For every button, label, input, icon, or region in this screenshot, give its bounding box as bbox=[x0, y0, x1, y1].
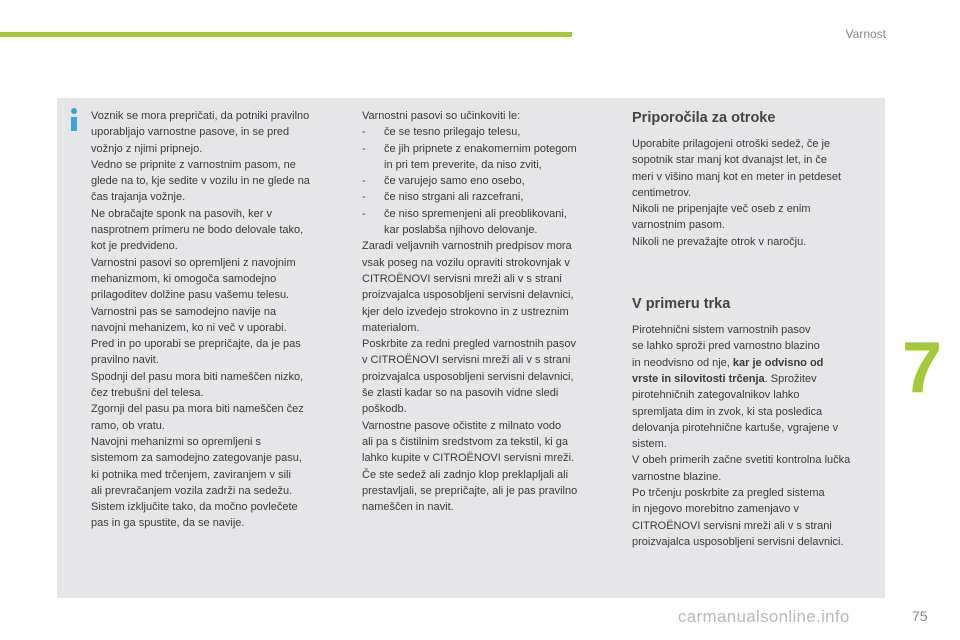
text-line: pirotehničnih zategovalnikov lahko bbox=[632, 389, 800, 402]
text-line: nasprotnem primeru ne bodo delovale tako, bbox=[91, 224, 304, 237]
page-number: 75 bbox=[912, 608, 928, 624]
info-icon-bar bbox=[71, 117, 77, 131]
text-line: Zgornji del pasu pa mora biti nameščen čez bbox=[91, 403, 304, 416]
text-line: uporabljajo varnostne pasove, in se pred bbox=[91, 126, 290, 139]
text-line: se lahko sproži pred varnostno blazino bbox=[632, 340, 820, 353]
text-line: ki potnika med trčenjem, zaviranjem v sili bbox=[91, 468, 291, 481]
text-line: sistem. bbox=[632, 438, 667, 451]
column-children-and-collision bbox=[632, 108, 882, 550]
collision-bold-line bbox=[632, 371, 882, 387]
list-dash: - bbox=[362, 126, 366, 139]
text-line: Varnostne pasove očistite z milnato vodo bbox=[362, 419, 562, 432]
collision-bold-text: vrste in silovitosti trčenja bbox=[632, 372, 765, 385]
list-item bbox=[362, 173, 612, 189]
collision-mixed-line bbox=[632, 355, 882, 371]
text-line: delovanja pirotehnične kartuše, vgrajene v bbox=[632, 421, 839, 434]
text-line: Pred in po uporabi se prepričajte, da je pas bbox=[91, 338, 301, 351]
text-line: ali prevračanjem vozila zadrži na sedežu. bbox=[91, 484, 293, 497]
text-line: ali pa s čistilnim sredstvom za tekstil, ki ga bbox=[362, 435, 569, 448]
text-line: vsak poseg na vozilu opraviti strokovnjak v bbox=[362, 256, 570, 269]
text-line: proizvajalca usposobljeni servisni delavnici, bbox=[362, 289, 574, 302]
chapter-number: 7 bbox=[902, 328, 943, 408]
effectiveness-list bbox=[362, 124, 612, 238]
text-line: glede na to, kje sedite v vozilu in ne glede na bbox=[91, 175, 310, 188]
text-line: pas in ga spustite, da se navije. bbox=[91, 517, 245, 530]
collision-text-b bbox=[632, 387, 882, 550]
text-line: Če ste sedež ali zadnjo klop preklapljali ali bbox=[362, 468, 569, 481]
info-icon-dot bbox=[71, 108, 77, 114]
collision-text-a bbox=[632, 322, 882, 355]
text-line: Varnostni pas se samodejno navije na bbox=[91, 305, 277, 318]
text-line: proizvajalca usposobljeni servisni delavnici. bbox=[632, 535, 844, 548]
heading-children: Priporočila za otroke bbox=[632, 110, 776, 126]
column-seatbelt-usage bbox=[91, 108, 345, 532]
text-line: Sistem izključite tako, da močno povlečete bbox=[91, 501, 298, 514]
children-text bbox=[632, 136, 882, 250]
text-line: prestavljali, se prepričajte, ali je pas pravilno bbox=[362, 484, 578, 497]
text-line: sopotnik star manj kot dvanajst let, in če bbox=[632, 154, 828, 167]
list-item-text: če se tesno prilegajo telesu, bbox=[384, 126, 521, 139]
text-line: čas trajanja vožnje. bbox=[91, 191, 186, 204]
text-line: materialom. bbox=[362, 321, 420, 334]
text-line: centimetrov. bbox=[632, 186, 692, 199]
text-line: ramo, ob vratu. bbox=[91, 419, 165, 432]
text-line: Uporabite prilagojeni otroški sedež, če je bbox=[632, 138, 831, 150]
list-item-text: če jih pripnete z enakomernim potegom bbox=[384, 142, 577, 155]
text-line: Po trčenju poskrbite za pregled sistema bbox=[632, 487, 825, 500]
text-line: Ne obračajte sponk na pasovih, ker v bbox=[91, 207, 272, 220]
text-line: poškodb. bbox=[362, 403, 407, 416]
list-item bbox=[362, 124, 612, 140]
list-item bbox=[362, 206, 612, 222]
list-item-text: če niso spremenjeni ali preoblikovani, bbox=[384, 207, 567, 220]
text-line: čez trebušni del telesa. bbox=[91, 387, 204, 400]
text-line: prilagoditev dolžine pasu vašemu telesu. bbox=[91, 289, 290, 302]
text-line: lahko kupite v CITROËNOVI servisni mreži. bbox=[362, 452, 575, 465]
text-line: nameščen in navit. bbox=[362, 501, 454, 514]
text-line: kjer delo izvedejo strokovno in z ustreznim bbox=[362, 305, 569, 318]
list-dash: - bbox=[362, 142, 366, 155]
text-line: varnostnim pasom. bbox=[632, 219, 725, 232]
list-item-text: kar poslabša njihovo delovanje. bbox=[384, 224, 538, 237]
maintenance-text bbox=[362, 238, 612, 515]
watermark: carmanualsonline.info bbox=[678, 607, 850, 626]
section-title: Varnost bbox=[845, 27, 886, 41]
text-line: sistemom za samodejno zategovanje pasu, bbox=[91, 452, 302, 465]
text-line: navojni mehanizem, ko ni več v uporabi. bbox=[91, 321, 287, 334]
text-line: Spodnji del pasu mora biti nameščen nizko, bbox=[91, 370, 304, 383]
text-line: Poskrbite za redni pregled varnostnih pasov bbox=[362, 338, 577, 351]
list-dash: - bbox=[362, 207, 366, 220]
text-line: vožnjo z njimi pripnejo. bbox=[91, 142, 203, 155]
list-item-text: in pri tem preverite, da niso zviti, bbox=[384, 158, 542, 171]
text-line: meri v višino manj kot en meter in petdeset bbox=[632, 170, 842, 183]
text-line: v CITROËNOVI servisni mreži ali v s strani bbox=[362, 354, 571, 367]
text-line: spremljata dim in zvok, ki sta posledica bbox=[632, 405, 823, 418]
text-line: CITROËNOVI servisni mreži ali v s strani bbox=[362, 272, 562, 285]
top-accent-bar bbox=[0, 32, 572, 37]
content-panel bbox=[57, 98, 885, 598]
text-line: in njegovo morebitno zamenjavo v bbox=[632, 503, 799, 516]
effectiveness-intro: Varnostni pasovi so učinkoviti le: bbox=[362, 110, 521, 122]
text-line: še zlasti kadar so na pasovih vidne sledi bbox=[362, 387, 559, 400]
collision-mixed-pre: in neodvisno od nje, bbox=[632, 356, 733, 369]
collision-mixed-bold: kar je odvisno od bbox=[732, 356, 824, 369]
info-icon bbox=[65, 108, 83, 132]
section-gap bbox=[632, 250, 882, 294]
text-line: proizvajalca usposobljeni servisni delavnici, bbox=[362, 370, 574, 383]
text-line: Nikoli ne prevažajte otrok v naročju. bbox=[632, 235, 807, 248]
list-dash: - bbox=[362, 191, 366, 204]
text-line: Zaradi veljavnih varnostnih predpisov mora bbox=[362, 240, 572, 253]
text-line: Vedno se pripnite z varnostnim pasom, ne bbox=[91, 158, 296, 171]
list-item bbox=[362, 141, 612, 157]
collision-bold-post: . Sprožitev bbox=[764, 372, 817, 385]
list-dash bbox=[362, 157, 384, 173]
text-line: kot je predvideno. bbox=[91, 240, 178, 253]
list-item-text: če varujejo samo eno osebo, bbox=[384, 175, 525, 188]
list-item-text: če niso strgani ali razcefrani, bbox=[384, 191, 524, 204]
list-item bbox=[362, 222, 612, 238]
text-line: Voznik se mora prepričati, da potniki pravilno bbox=[91, 110, 310, 122]
text-line: pravilno navit. bbox=[91, 354, 159, 367]
text-line: Varnostni pasovi so opremljeni z navojnim bbox=[91, 256, 296, 269]
text-line: CITROËNOVI servisni mreži ali v s strani bbox=[632, 519, 832, 532]
list-dash bbox=[362, 222, 384, 238]
text-line: mehanizmom, ki omogoča samodejno bbox=[91, 272, 277, 285]
text-line: Nikoli ne pripenjajte več oseb z enim bbox=[632, 203, 811, 216]
list-item bbox=[362, 189, 612, 205]
text-line: varnostne blazine. bbox=[632, 470, 722, 483]
text-line: V obeh primerih začne svetiti kontrolna lučka bbox=[632, 454, 851, 467]
list-item bbox=[362, 157, 612, 173]
column-seatbelt-effectiveness bbox=[362, 108, 612, 515]
text-line: Navojni mehanizmi so opremljeni s bbox=[91, 435, 261, 448]
heading-collision: V primeru trka bbox=[632, 296, 731, 313]
list-dash: - bbox=[362, 175, 366, 188]
text-line: Pirotehnični sistem varnostnih pasov bbox=[632, 324, 811, 337]
